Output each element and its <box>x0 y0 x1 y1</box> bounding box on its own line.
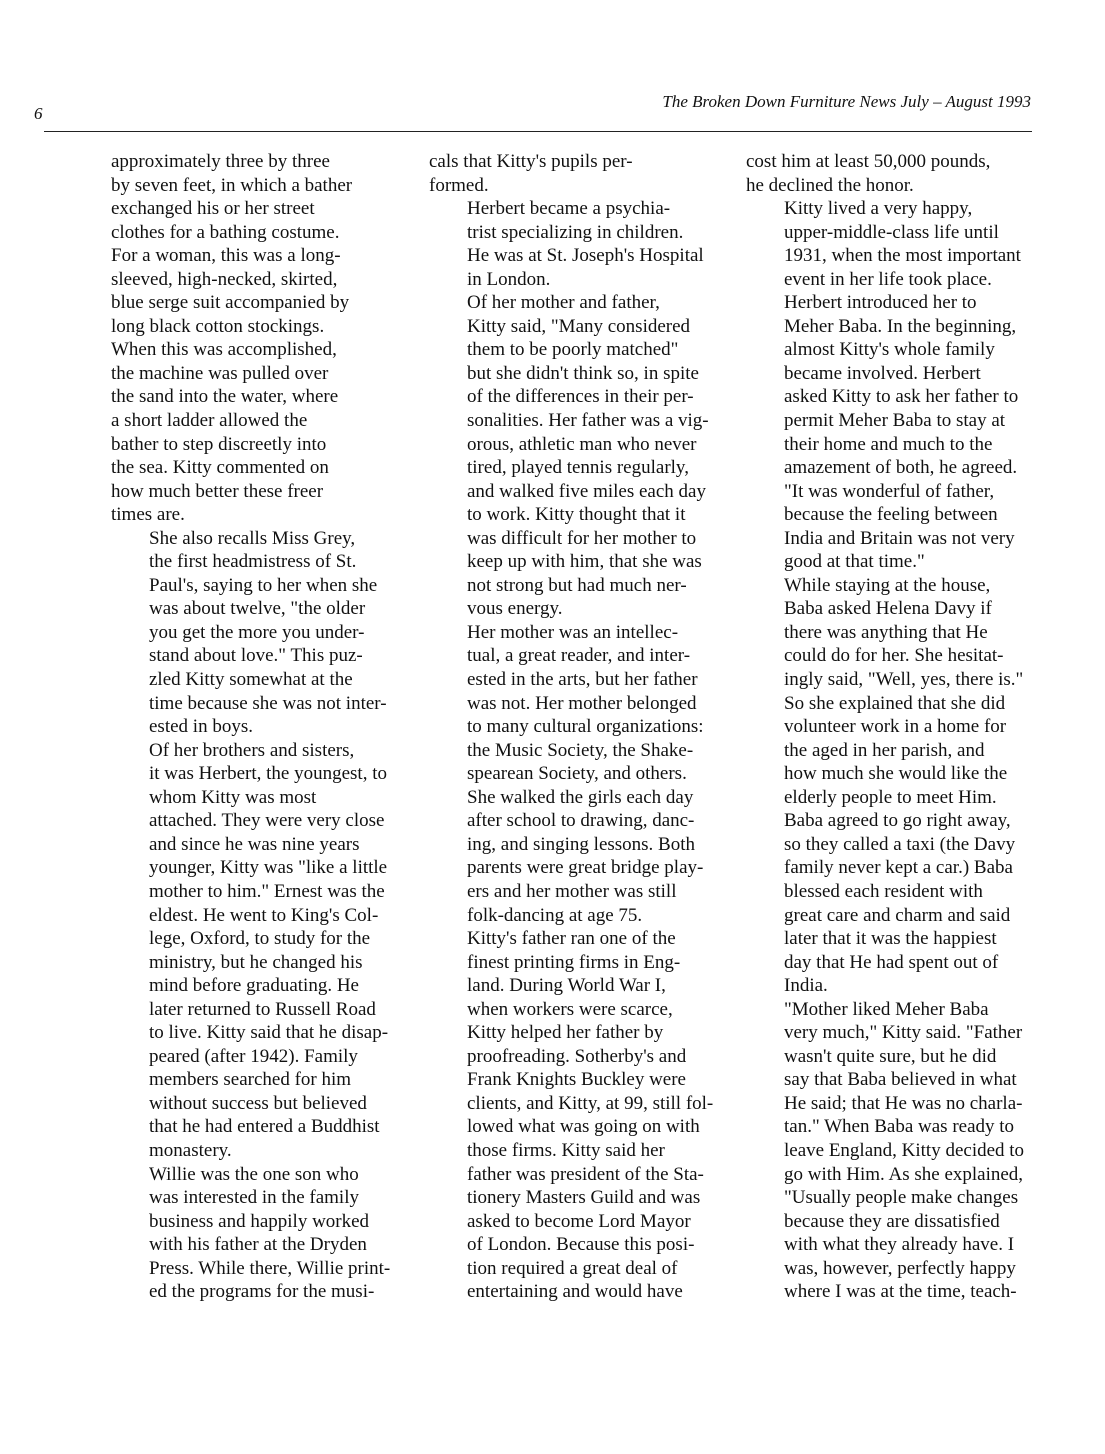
text-line: elderly people to meet Him. <box>784 786 997 808</box>
text-line: Herbert became a psychia- <box>467 198 671 220</box>
text-line: attached. They were very close <box>149 810 385 832</box>
text-line: was interested in the family <box>149 1187 359 1209</box>
text-line: She walked the girls each day <box>467 786 694 808</box>
text-line: the sea. Kitty commented on <box>111 457 329 479</box>
text-column-2 <box>429 150 727 1304</box>
text-line: "Usually people make changes <box>784 1187 1019 1209</box>
text-line: cals that Kitty's pupils per- <box>429 151 633 172</box>
text-line: peared (after 1942). Family <box>149 1045 358 1067</box>
text-line: later returned to Russell Road <box>149 998 376 1020</box>
text-line: Willie was the one son who <box>149 1163 359 1185</box>
text-line: to live. Kitty said that he disap- <box>149 1022 389 1044</box>
text-line: entertaining and would have <box>467 1281 683 1303</box>
text-line: Of her brothers and sisters, <box>149 739 355 761</box>
text-line: ed the programs for the musi- <box>149 1281 375 1303</box>
text-line: finest printing firms in Eng- <box>467 951 681 973</box>
header-rule <box>44 131 1032 132</box>
text-line: "Mother liked Meher Baba <box>784 998 989 1020</box>
text-line: father was president of the Sta- <box>467 1163 704 1185</box>
text-line: asked to become Lord Mayor <box>467 1210 691 1232</box>
text-line: trist specializing in children. <box>467 221 684 243</box>
text-line: He said; that He was no charla- <box>784 1092 1023 1114</box>
text-line: permit Meher Baba to stay at <box>784 410 1006 432</box>
running-head: The Broken Down Furniture News July – August 1993 <box>662 92 1031 111</box>
paragraph <box>111 739 415 1163</box>
text-line: the first headmistress of St. <box>149 551 357 573</box>
text-line: So she explained that she did <box>784 692 1006 714</box>
text-line: zled Kitty somewhat at the <box>149 669 353 691</box>
text-line: was not. Her mother belonged <box>467 692 697 714</box>
text-line: because they are dissatisfied <box>784 1210 1000 1232</box>
text-line: the sand into the water, where <box>111 386 339 408</box>
text-line: time because she was not inter- <box>149 692 387 714</box>
text-line: how much better these freer <box>111 480 324 502</box>
text-line: later that it was the happiest <box>784 928 997 950</box>
text-line: upper-middle-class life until <box>784 221 999 243</box>
text-line: ested in boys. <box>149 716 253 738</box>
text-line: India. <box>784 975 828 997</box>
text-line: eldest. He went to King's Col- <box>149 904 379 926</box>
paragraph <box>746 150 1051 197</box>
text-line: where I was at the time, teach- <box>784 1281 1017 1303</box>
text-line: wasn't quite sure, but he did <box>784 1045 997 1067</box>
text-line: a short ladder allowed the <box>111 410 308 432</box>
text-line: almost Kitty's whole family <box>784 339 995 361</box>
text-line: mother to him." Ernest was the <box>149 880 385 902</box>
text-line: you get the more you under- <box>149 621 365 643</box>
text-line: to many cultural organizations: <box>467 716 704 738</box>
text-line: keep up with him, that she was <box>467 551 702 573</box>
paragraph <box>746 998 1051 1304</box>
text-line: ers and her mother was still <box>467 880 677 902</box>
text-line: Kitty lived a very happy, <box>784 198 973 220</box>
text-line: not strong but had much ner- <box>467 574 687 596</box>
text-line: of the differences in their per- <box>467 386 694 408</box>
text-line: formed. <box>429 174 489 196</box>
paragraph <box>429 927 727 1304</box>
text-line: parents were great bridge play- <box>467 857 704 879</box>
text-line: that he had entered a Buddhist <box>149 1116 380 1138</box>
text-line: he declined the honor. <box>746 174 914 196</box>
text-line: Baba agreed to go right away, <box>784 810 1011 832</box>
text-line: Herbert introduced her to <box>784 292 977 314</box>
text-line: mind before graduating. He <box>149 975 359 997</box>
text-line: because the feeling between <box>784 504 998 526</box>
text-line: Kitty's father ran one of the <box>467 928 676 950</box>
paragraph <box>429 150 727 197</box>
text-line: Meher Baba. In the beginning, <box>784 315 1017 337</box>
paragraph <box>429 621 727 927</box>
text-line: was, however, perfectly happy <box>784 1257 1016 1279</box>
text-line: She also recalls Miss Grey, <box>149 527 356 549</box>
text-line: those firms. Kitty said her <box>467 1139 665 1161</box>
text-line: it was Herbert, the youngest, to <box>149 763 387 785</box>
text-line: great care and charm and said <box>784 904 1011 926</box>
text-line: became involved. Herbert <box>784 362 981 384</box>
text-line: cost him at least 50,000 pounds, <box>746 151 991 172</box>
text-line: Frank Knights Buckley were <box>467 1069 686 1091</box>
text-line: He was at St. Joseph's Hospital <box>467 245 704 267</box>
text-line: For a woman, this was a long- <box>111 245 341 267</box>
text-line: was about twelve, "the older <box>149 598 366 620</box>
text-line: Kitty helped her father by <box>467 1022 664 1044</box>
text-line: ministry, but he changed his <box>149 951 363 973</box>
paragraph <box>429 291 727 621</box>
text-line: tan." When Baba was ready to <box>784 1116 1015 1138</box>
text-line: ing, and singing lessons. Both <box>467 833 696 855</box>
text-line: when workers were scarce, <box>467 998 673 1020</box>
paragraph <box>111 150 415 527</box>
text-line: spearean Society, and others. <box>467 763 687 785</box>
text-line: their home and much to the <box>784 433 993 455</box>
text-line: stand about love." This puz- <box>149 645 363 667</box>
text-line: day that He had spent out of <box>784 951 999 973</box>
text-line: blue serge suit accompanied by <box>111 292 350 314</box>
text-line: the aged in her parish, and <box>784 739 985 761</box>
text-line: amazement of both, he agreed. <box>784 457 1018 479</box>
text-line: but she didn't think so, in spite <box>467 362 699 384</box>
text-line: Baba asked Helena Davy if <box>784 598 992 620</box>
text-line: clothes for a bathing costume. <box>111 221 340 243</box>
text-line: business and happily worked <box>149 1210 370 1232</box>
paragraph <box>429 197 727 291</box>
text-line: 1931, when the most important <box>784 245 1021 267</box>
text-line: with what they already have. I <box>784 1234 1015 1256</box>
text-line: long black cotton stockings. <box>111 315 325 337</box>
text-line: with his father at the Dryden <box>149 1234 367 1256</box>
text-line: asked Kitty to ask her father to <box>784 386 1019 408</box>
text-line: tired, played tennis regularly, <box>467 457 689 479</box>
text-line: While staying at the house, <box>784 574 991 596</box>
text-line: after school to drawing, danc- <box>467 810 695 832</box>
text-line: exchanged his or her street <box>111 198 315 220</box>
text-line: members searched for him <box>149 1069 352 1091</box>
page-number: 6 <box>34 104 43 123</box>
text-line: whom Kitty was most <box>149 786 317 808</box>
text-line: lege, Oxford, to study for the <box>149 928 371 950</box>
paragraph <box>111 1163 415 1304</box>
text-line: folk-dancing at age 75. <box>467 904 643 926</box>
text-line: sonalities. Her father was a vig- <box>467 410 709 432</box>
text-line: and walked five miles each day <box>467 480 706 502</box>
text-line: sleeved, high-necked, skirted, <box>111 268 338 290</box>
text-line: say that Baba believed in what <box>784 1069 1017 1091</box>
paragraph <box>111 527 415 739</box>
text-line: by seven feet, in which a bather <box>111 174 353 196</box>
text-line: times are. <box>111 504 185 526</box>
text-line: to work. Kitty thought that it <box>467 504 686 526</box>
text-line: could do for her. She hesitat- <box>784 645 1004 667</box>
text-line: tual, a great reader, and inter- <box>467 645 691 667</box>
text-line: land. During World War I, <box>467 975 666 997</box>
text-line: Paul's, saying to her when she <box>149 574 378 596</box>
text-line: Her mother was an intellec- <box>467 621 679 643</box>
paragraph <box>746 197 1051 574</box>
text-line: blessed each resident with <box>784 880 983 902</box>
text-line: them to be poorly matched" <box>467 339 679 361</box>
text-line: orous, athletic man who never <box>467 433 697 455</box>
text-line: family never kept a car.) Baba <box>784 857 1013 879</box>
text-line: India and Britain was not very <box>784 527 1015 549</box>
text-line: monastery. <box>149 1139 232 1161</box>
text-line: When this was accomplished, <box>111 339 337 361</box>
text-line: ested in the arts, but her father <box>467 669 698 691</box>
text-line: event in her life took place. <box>784 268 992 290</box>
text-line: and since he was nine years <box>149 833 360 855</box>
text-line: there was anything that He <box>784 621 988 643</box>
paragraph <box>746 574 1051 998</box>
text-line: leave England, Kitty decided to <box>784 1139 1025 1161</box>
text-line: so they called a taxi (the Davy <box>784 833 1016 855</box>
text-line: go with Him. As she explained, <box>784 1163 1024 1185</box>
text-line: Kitty said, "Many considered <box>467 315 691 337</box>
text-line: Of her mother and father, <box>467 292 660 314</box>
text-line: tionery Masters Guild and was <box>467 1187 701 1209</box>
text-line: vous energy. <box>467 598 563 620</box>
text-line: approximately three by three <box>111 151 330 172</box>
text-line: volunteer work in a home for <box>784 716 1007 738</box>
text-line: very much," Kitty said. "Father <box>784 1022 1023 1044</box>
text-line: "It was wonderful of father, <box>784 480 995 502</box>
text-line: of London. Because this posi- <box>467 1234 695 1256</box>
text-line: ingly said, "Well, yes, there is." <box>784 669 1024 691</box>
text-column-1 <box>111 150 415 1304</box>
text-line: tion required a great deal of <box>467 1257 678 1279</box>
text-line: bather to step discreetly into <box>111 433 327 455</box>
text-line: good at that time." <box>784 551 925 573</box>
text-line: without success but believed <box>149 1092 367 1114</box>
text-line: in London. <box>467 268 551 290</box>
text-line: the machine was pulled over <box>111 362 329 384</box>
text-column-3 <box>746 150 1051 1304</box>
text-line: lowed what was going on with <box>467 1116 700 1138</box>
text-line: clients, and Kitty, at 99, still fol- <box>467 1092 714 1114</box>
text-line: Press. While there, Willie print- <box>149 1257 391 1279</box>
text-line: the Music Society, the Shake- <box>467 739 694 761</box>
text-line: proofreading. Sotherby's and <box>467 1045 687 1067</box>
text-line: younger, Kitty was "like a little <box>149 857 388 879</box>
text-line: how much she would like the <box>784 763 1008 785</box>
text-line: was difficult for her mother to <box>467 527 697 549</box>
